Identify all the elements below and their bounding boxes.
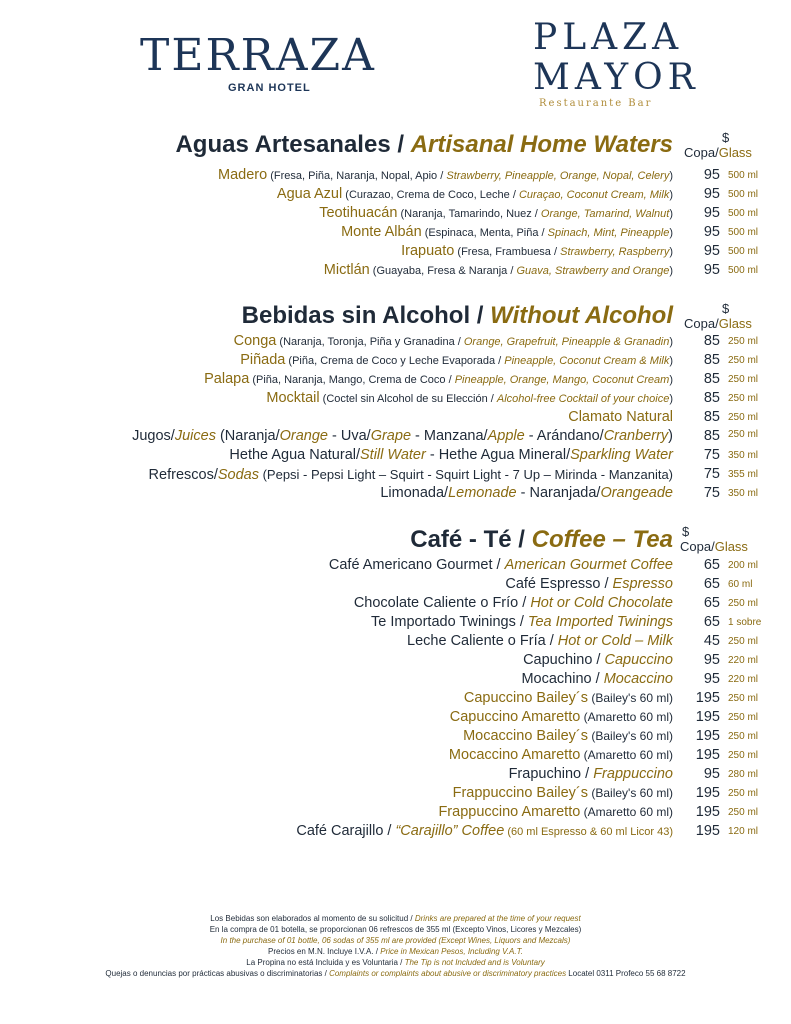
item-size: 500 ml <box>728 170 759 181</box>
item-price: 65 <box>703 557 720 573</box>
item-price: 65 <box>703 576 720 592</box>
item-name-en: Capuccino <box>604 652 673 668</box>
item-detail <box>370 265 673 277</box>
item-size: 250 ml <box>728 788 759 799</box>
list-item <box>523 651 673 670</box>
item-detail <box>320 393 673 405</box>
item-size: 350 ml <box>728 488 759 499</box>
item-name-en: “Carajillo” Coffee <box>395 823 505 839</box>
item-detail-close: ) <box>669 374 673 386</box>
item-detail-close: ) <box>669 265 673 277</box>
list-item <box>354 594 673 613</box>
item-size: 250 ml <box>728 807 759 818</box>
list-item <box>568 408 673 428</box>
footer-line <box>0 913 791 924</box>
item-detail-en: Orange, Grapefruit, Pineapple & Granadin <box>463 336 670 348</box>
jugos-part: (Naranja/ <box>215 428 280 444</box>
list-item <box>266 389 673 409</box>
item-size: 250 ml <box>728 336 759 347</box>
item-detail-es: (Curazao, Crema de Coco, Leche / <box>342 189 519 201</box>
hethe-label: Hethe Agua Natural/ <box>229 447 361 463</box>
list-item <box>450 708 673 727</box>
item-detail <box>267 170 673 182</box>
item-size: 250 ml <box>728 374 759 385</box>
item-size: 250 ml <box>728 429 759 440</box>
item-price: 65 <box>703 595 720 611</box>
item-detail-close: ) <box>669 393 673 405</box>
item-detail-close: ) <box>669 189 673 201</box>
jugos-label-en: Juices <box>174 428 216 444</box>
item-detail <box>422 227 673 239</box>
list-item <box>407 632 673 651</box>
footer-text-en: Complaints or complaints about abusive or discriminatory practices <box>329 969 567 978</box>
price-header-copa: Copa/ <box>684 145 719 160</box>
item-size: 250 ml <box>728 355 759 366</box>
item-price: 95 <box>703 167 720 183</box>
item-name: Leche Caliente o Fría / <box>407 633 558 649</box>
item-price: 85 <box>703 428 720 444</box>
footer-text: La Propina no está Incluida y es Voluntaria / <box>246 958 405 967</box>
footer-text-en: Price in Mexican Pesos, Including V.A.T. <box>380 947 523 956</box>
item-price: 95 <box>703 262 720 278</box>
item-detail: (Amaretto 60 ml) <box>580 710 673 724</box>
item-price: 95 <box>703 243 720 259</box>
plaza-logo-subtitle: Restaurante Bar <box>539 98 653 109</box>
jugos-part-en: Grape <box>370 428 412 444</box>
item-detail-close: ) <box>669 355 673 367</box>
item-detail <box>342 189 673 201</box>
item-size: 280 ml <box>728 769 759 780</box>
item-detail <box>454 246 673 258</box>
jugos-part-en: Apple <box>487 428 525 444</box>
footer-line <box>0 957 791 968</box>
item-price: 75 <box>703 485 720 501</box>
price-header-currency: $ <box>722 130 730 145</box>
item-detail-en: Spinach, Mint, Pineapple <box>547 227 670 239</box>
plaza-mayor-logo <box>533 17 700 110</box>
item-detail-es: (Naranja, Tamarindo, Nuez / <box>397 208 541 220</box>
list-item-hethe <box>229 446 673 465</box>
item-name-en: Mocaccino <box>603 671 673 687</box>
footer-text: Quejas o denuncias por prácticas abusivas o discriminatorias / <box>105 969 330 978</box>
item-detail <box>285 355 673 367</box>
price-header-copa: Copa/ <box>680 539 715 554</box>
item-name-en: Tea Imported Twinings <box>527 614 673 630</box>
terraza-logo-text: TERRAZA <box>140 30 376 81</box>
price-header-copa: Copa/ <box>684 316 719 331</box>
item-price: 95 <box>703 186 720 202</box>
jugos-part: - Uva/ <box>328 428 371 444</box>
item-detail-en: Strawberry, Pineapple, Orange, Nopal, Celery <box>446 170 670 182</box>
footer-line: En la compra de 01 botella, se proporcionan 06 refrescos de 355 ml (Excepto Vinos, Licores y Mezcales) <box>209 925 582 934</box>
item-size: 120 ml <box>728 826 759 837</box>
item-detail-es: (Coctel sin Alcohol de su Elección / <box>319 393 497 405</box>
item-size: 355 ml <box>728 469 759 480</box>
jugos-part: ) <box>668 428 673 444</box>
item-detail-en: Alcohol-free Cocktail of your choice <box>496 393 670 405</box>
item-name: Agua Azul <box>276 186 343 202</box>
section-title-sin-alcohol <box>242 301 673 331</box>
item-size: 250 ml <box>728 412 759 423</box>
item-detail-close: ) <box>669 336 673 348</box>
item-detail-es: (Naranja, Toronja, Piña y Granadina / <box>276 336 464 348</box>
item-name: Clamato Natural <box>568 409 673 425</box>
item-size: 500 ml <box>728 208 759 219</box>
item-price: 195 <box>695 728 720 744</box>
item-name: Frapuchino / <box>508 766 594 782</box>
footer-line <box>0 946 791 957</box>
naranjada-label: - Naranjada/ <box>516 485 601 501</box>
refrescos-label: Refrescos/ <box>148 467 218 483</box>
item-detail-es: (Piña, Crema de Coco y Leche Evaporada / <box>285 355 505 367</box>
item-name: Mictlán <box>323 262 370 278</box>
item-price: 85 <box>703 390 720 406</box>
list-item <box>464 689 673 708</box>
item-name-en: American Gourmet Coffee <box>504 557 673 573</box>
item-price: 195 <box>695 785 720 801</box>
item-size: 500 ml <box>728 265 759 276</box>
item-size: 500 ml <box>728 246 759 257</box>
section-title-es: Bebidas sin Alcohol <box>241 302 471 329</box>
list-item <box>240 351 673 371</box>
price-header-sin-alcohol <box>684 301 764 331</box>
item-price: 85 <box>703 352 720 368</box>
item-size: 250 ml <box>728 750 759 761</box>
footer-line <box>0 968 791 979</box>
item-name: Capuccino Bailey´s <box>463 690 589 706</box>
item-name: Frappuccino Bailey´s <box>452 785 589 801</box>
refrescos-label-en: Sodas <box>217 467 259 483</box>
list-item <box>521 670 673 689</box>
price-header-cafe <box>680 524 760 554</box>
item-price: 65 <box>703 614 720 630</box>
section-title-cafe <box>410 525 673 555</box>
limonada-label-en: Lemonade <box>448 485 517 501</box>
item-size: 250 ml <box>728 731 759 742</box>
section-title-es: Café - Té <box>410 526 512 553</box>
item-name: Mocachino / <box>521 671 604 687</box>
section-title-sep: / <box>470 302 491 329</box>
footer-notes <box>0 913 791 979</box>
item-detail: (Amaretto 60 ml) <box>580 805 673 819</box>
list-item <box>218 166 673 186</box>
item-detail-en: Curaçao, Coconut Cream, Milk <box>518 189 670 201</box>
item-detail-close: ) <box>669 227 673 239</box>
item-name: Irapuato <box>401 243 455 259</box>
item-size: 250 ml <box>728 636 759 647</box>
jugos-part: - Arándano/ <box>524 428 604 444</box>
item-detail: (Bailey's 60 ml) <box>588 691 673 705</box>
list-item <box>319 204 673 224</box>
footer-text: Los Bebidas son elaborados al momento de su solicitud / <box>210 914 415 923</box>
item-detail-en: Strawberry, Raspberry <box>560 246 670 258</box>
item-detail-es: (Espinaca, Menta, Piña / <box>421 227 548 239</box>
limonada-label: Limonada/ <box>380 485 449 501</box>
list-item-jugos <box>132 427 673 446</box>
plaza-logo-line2: MAYOR <box>533 57 700 98</box>
item-name-en: Hot or Cold Chocolate <box>530 595 673 611</box>
hethe-label-en: Still Water <box>360 447 426 463</box>
price-header-currency: $ <box>682 524 690 539</box>
item-name: Café Carajillo / <box>296 823 396 839</box>
item-size: 250 ml <box>728 712 759 723</box>
footer-text-en: The Tip is not Included and is Voluntary <box>404 958 545 967</box>
item-price: 95 <box>703 224 720 240</box>
price-header-glass: Glass <box>718 316 752 331</box>
item-name: Teotihuacán <box>319 205 398 221</box>
price-header-currency: $ <box>722 301 730 316</box>
section-title-es: Aguas Artesanales <box>175 131 391 158</box>
list-item <box>371 613 673 632</box>
jugos-part-en: Cranberry <box>603 428 669 444</box>
item-size: 220 ml <box>728 655 759 666</box>
list-item <box>509 765 673 784</box>
item-detail-en: Orange, Tamarind, Walnut <box>540 208 670 220</box>
item-detail: (60 ml Espresso & 60 ml Licor 43) <box>504 826 673 838</box>
item-name: Chocolate Caliente o Frío / <box>353 595 531 611</box>
item-price: 95 <box>703 766 720 782</box>
price-header-aguas <box>684 130 764 160</box>
jugos-part: - Manzana/ <box>411 428 488 444</box>
item-name: Mocaccino Amaretto <box>448 747 581 763</box>
section-title-en: Without Alcohol <box>490 302 673 329</box>
item-price: 195 <box>695 709 720 725</box>
list-item <box>463 727 673 746</box>
jugos-label: Jugos/ <box>132 428 175 444</box>
item-detail-close: ) <box>669 170 673 182</box>
item-name: Mocaccino Bailey´s <box>463 728 589 744</box>
item-size: 200 ml <box>728 560 759 571</box>
list-item <box>204 370 673 390</box>
footer-text: Precios en M.N. Incluye I.V.A. / <box>268 947 381 956</box>
list-item <box>341 223 673 243</box>
list-item <box>324 261 673 281</box>
list-item-refrescos <box>149 465 673 485</box>
jugos-part-en: Orange <box>279 428 328 444</box>
plaza-logo-line1: PLAZA <box>533 17 684 58</box>
price-header-glass: Glass <box>718 145 752 160</box>
item-price: 85 <box>703 333 720 349</box>
item-size: 250 ml <box>728 393 759 404</box>
item-detail <box>249 374 673 386</box>
item-price: 85 <box>703 409 720 425</box>
item-price: 195 <box>695 823 720 839</box>
item-detail <box>397 208 673 220</box>
item-detail <box>276 336 673 348</box>
item-size: 350 ml <box>728 450 759 461</box>
item-detail-es: (Piña, Naranja, Mango, Crema de Coco / <box>249 374 455 386</box>
item-name: Frappuccino Amaretto <box>438 804 581 820</box>
item-size: 250 ml <box>728 598 759 609</box>
item-name: Madero <box>218 167 268 183</box>
terraza-logo <box>140 30 392 102</box>
hethe-label: - Hethe Agua Mineral/ <box>425 447 571 463</box>
item-price: 195 <box>695 747 720 763</box>
item-name: Capuchino / <box>523 652 605 668</box>
list-item <box>234 332 673 352</box>
item-price: 95 <box>703 671 720 687</box>
item-name-en: Hot or Cold – Milk <box>557 633 673 649</box>
item-price: 85 <box>703 371 720 387</box>
item-detail-en: Pineapple, Orange, Mango, Coconut Cream <box>454 374 670 386</box>
item-detail: (Bailey's 60 ml) <box>588 729 673 743</box>
item-price: 195 <box>695 690 720 706</box>
list-item <box>329 556 673 575</box>
list-item <box>438 803 673 822</box>
item-detail-close: ) <box>669 246 673 258</box>
item-name: Palapa <box>204 371 250 387</box>
section-title-sep: / <box>511 526 532 553</box>
item-price: 195 <box>695 804 720 820</box>
list-item <box>449 746 673 765</box>
item-name: Conga <box>233 333 277 349</box>
item-price: 95 <box>703 652 720 668</box>
list-item <box>505 575 673 594</box>
section-title-en: Artisanal Home Waters <box>410 131 673 158</box>
price-header-glass: Glass <box>714 539 748 554</box>
item-name-en: Frappuccino <box>593 766 673 782</box>
item-price: 95 <box>703 205 720 221</box>
item-name: Capuccino Amaretto <box>449 709 581 725</box>
item-name: Te Importado Twinings / <box>371 614 528 630</box>
item-name-en: Espresso <box>612 576 673 592</box>
terraza-logo-subtitle: GRAN HOTEL <box>228 82 311 94</box>
item-detail-en: Pineapple, Coconut Cream & Milk <box>504 355 670 367</box>
item-detail-es: (Fresa, Piña, Naranja, Nopal, Apio / <box>267 170 447 182</box>
refrescos-detail: (Pepsi - Pepsi Light – Squirt - Squirt Light - 7 Up – Mirinda - Manzanita) <box>258 467 673 482</box>
item-name: Café Americano Gourmet / <box>328 557 505 573</box>
footer-line: In the purchase of 01 bottle, 06 sodas of 355 ml are provided (Except Wines, Liquors and Mezcals) <box>220 936 571 945</box>
item-name: Café Espresso / <box>505 576 613 592</box>
item-size: 500 ml <box>728 189 759 200</box>
item-detail: (Bailey's 60 ml) <box>588 786 673 800</box>
item-name: Piñada <box>240 352 286 368</box>
item-detail-es: (Fresa, Frambuesa / <box>454 246 561 258</box>
footer-text: Locatel 0311 Profeco 55 68 8722 <box>566 969 686 978</box>
item-price: 75 <box>703 447 720 463</box>
item-size: 220 ml <box>728 674 759 685</box>
item-size: 500 ml <box>728 227 759 238</box>
item-detail: (Amaretto 60 ml) <box>580 748 673 762</box>
list-item <box>296 822 673 842</box>
section-title-sep: / <box>390 131 411 158</box>
item-price: 45 <box>703 633 720 649</box>
item-detail-es: (Guayaba, Fresa & Naranja / <box>369 265 517 277</box>
hethe-label-en: Sparkling Water <box>570 447 673 463</box>
item-name: Mocktail <box>266 390 320 406</box>
item-price: 75 <box>703 466 720 482</box>
section-title-en: Coffee – Tea <box>531 526 673 553</box>
item-size: 60 ml <box>728 579 753 590</box>
footer-text-en: Drinks are prepared at the time of your request <box>414 914 581 923</box>
list-item-limonada <box>380 484 673 503</box>
section-title-aguas <box>175 130 673 160</box>
list-item <box>277 185 673 205</box>
list-item <box>453 784 673 803</box>
item-size: 1 sobre <box>728 617 762 628</box>
item-name: Monte Albán <box>341 224 422 240</box>
item-detail-close: ) <box>669 208 673 220</box>
naranjada-label-en: Orangeade <box>600 485 673 501</box>
item-detail-en: Guava, Strawberry and Orange <box>516 265 670 277</box>
item-size: 250 ml <box>728 693 759 704</box>
list-item <box>401 242 673 262</box>
